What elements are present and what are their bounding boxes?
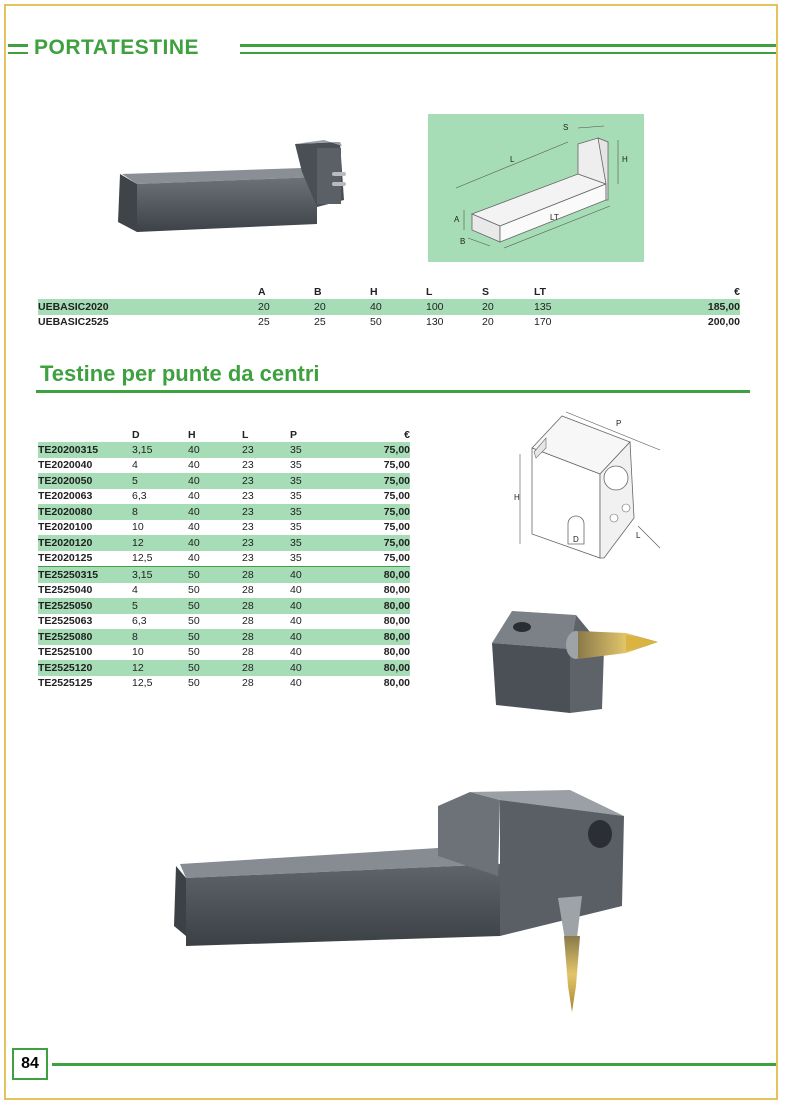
tool-holder-image xyxy=(112,132,362,237)
svg-text:L: L xyxy=(510,155,515,164)
svg-text:L: L xyxy=(636,531,641,540)
svg-text:LT: LT xyxy=(550,213,559,222)
testine-table xyxy=(38,428,410,691)
svg-text:A: A xyxy=(454,215,460,224)
assembly-image xyxy=(170,786,630,1018)
table-header: A B H L S LT € xyxy=(258,286,740,298)
table-row: TE2525040 4 50 28 40 80,00 xyxy=(38,584,410,597)
table-row: TE2020100 10 40 23 35 75,00 xyxy=(38,521,410,534)
svg-text:H: H xyxy=(622,155,628,164)
table-row: TE2020125 12,5 40 23 35 75,00 xyxy=(38,552,410,565)
table-row: TE2020040 4 40 23 35 75,00 xyxy=(38,459,410,472)
table-row: TE25250315 3,15 50 28 40 80,00 xyxy=(38,567,410,583)
table-row: TE2525125 12,5 50 28 40 80,00 xyxy=(38,677,410,690)
svg-text:S: S xyxy=(563,123,569,132)
svg-text:P: P xyxy=(616,419,622,428)
svg-text:H: H xyxy=(514,493,520,502)
table-row: UEBASIC2020 20 20 40 100 20 135 185,00 xyxy=(38,300,740,313)
table-row: TE2525063 6,3 50 28 40 80,00 xyxy=(38,615,410,628)
center-head-image xyxy=(486,605,666,727)
footer-rule xyxy=(52,1063,776,1066)
testine-dimension-diagram xyxy=(510,408,670,568)
portatestine-dimension-diagram xyxy=(428,114,644,262)
table-row: TE2020080 8 40 23 35 75,00 xyxy=(38,505,410,518)
section-title-portatestine: PORTATESTINE xyxy=(34,36,200,59)
portatestine-table xyxy=(38,285,740,330)
title-rule-right xyxy=(240,44,776,54)
table-row: TE2525120 12 50 28 40 80,00 xyxy=(38,661,410,674)
table-row: TE20200315 3,15 40 23 35 75,00 xyxy=(38,443,410,456)
table-row: TE2020120 12 40 23 35 75,00 xyxy=(38,536,410,549)
table-row: TE2525100 10 50 28 40 80,00 xyxy=(38,646,410,659)
svg-text:D: D xyxy=(573,535,579,544)
table-header: D H L P € xyxy=(132,429,410,441)
section-rule xyxy=(36,390,750,393)
svg-text:B: B xyxy=(460,237,466,246)
table-row: UEBASIC2525 25 25 50 130 20 170 200,00 xyxy=(38,316,740,329)
title-rule-left xyxy=(8,44,28,54)
section-title-testine: Testine per punte da centri xyxy=(40,361,320,386)
page-number: 84 xyxy=(12,1048,48,1080)
table-row: TE2020063 6,3 40 23 35 75,00 xyxy=(38,490,410,503)
table-row: TE2525050 5 50 28 40 80,00 xyxy=(38,599,410,612)
table-row: TE2525080 8 50 28 40 80,00 xyxy=(38,630,410,643)
table-row: TE2020050 5 40 23 35 75,00 xyxy=(38,474,410,487)
